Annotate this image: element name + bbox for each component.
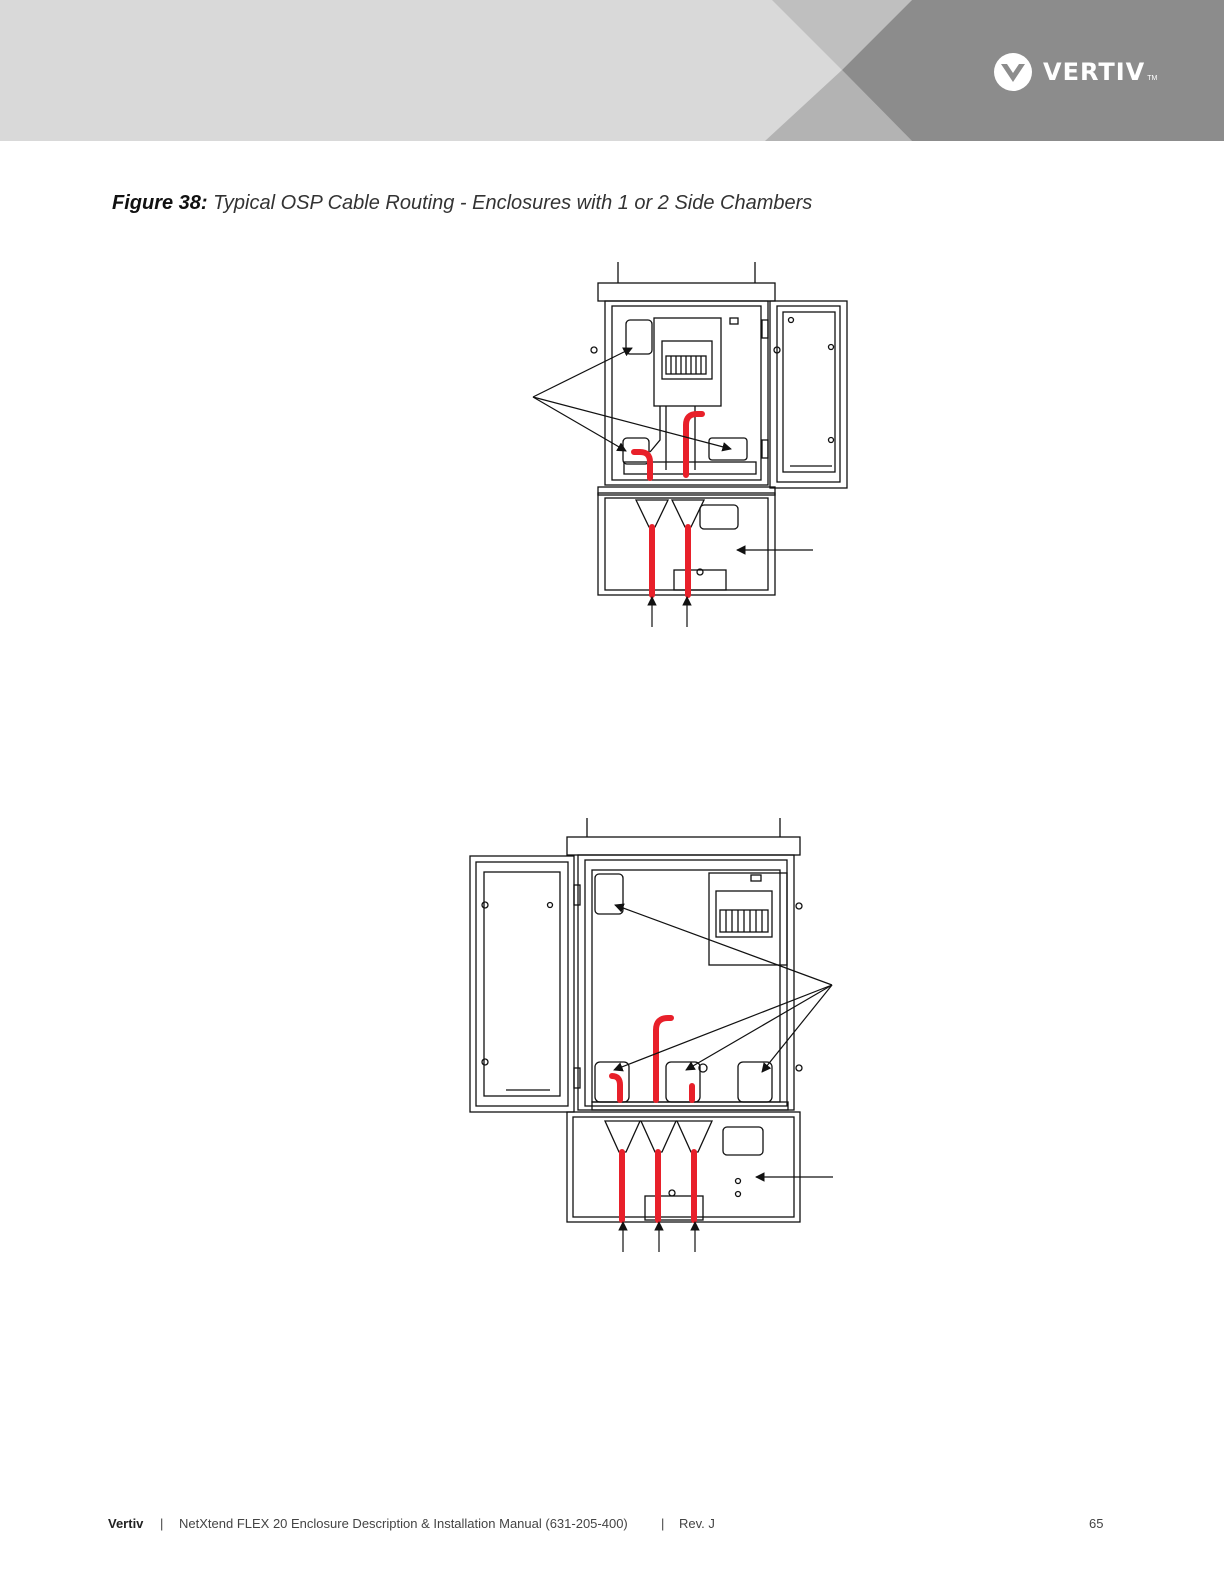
enclosure-2-side-chambers-diagram <box>470 818 802 1222</box>
figure-label: Figure 38: <box>112 192 208 214</box>
figure-title: Typical OSP Cable Routing - Enclosures with 1 or 2 Side Chambers <box>213 192 813 214</box>
logo-text: VERTIV <box>1043 58 1146 86</box>
logo-trademark: TM <box>1147 75 1158 82</box>
page-footer <box>108 1516 1108 1536</box>
enclosure-1-side-chamber-diagram <box>591 262 847 595</box>
osp-cables-diagram-1 <box>634 414 702 595</box>
page-number: 65 <box>1089 1516 1104 1531</box>
footer-brand: Vertiv <box>108 1516 144 1531</box>
footer-separator: | <box>160 1516 164 1531</box>
footer-revision: Rev. J <box>679 1516 715 1531</box>
footer-manual-title: NetXtend FLEX 20 Enclosure Description & Installation Manual (631-205-400) <box>179 1516 628 1531</box>
osp-cables-diagram-2 <box>612 1018 694 1220</box>
footer-separator: | <box>661 1516 665 1531</box>
